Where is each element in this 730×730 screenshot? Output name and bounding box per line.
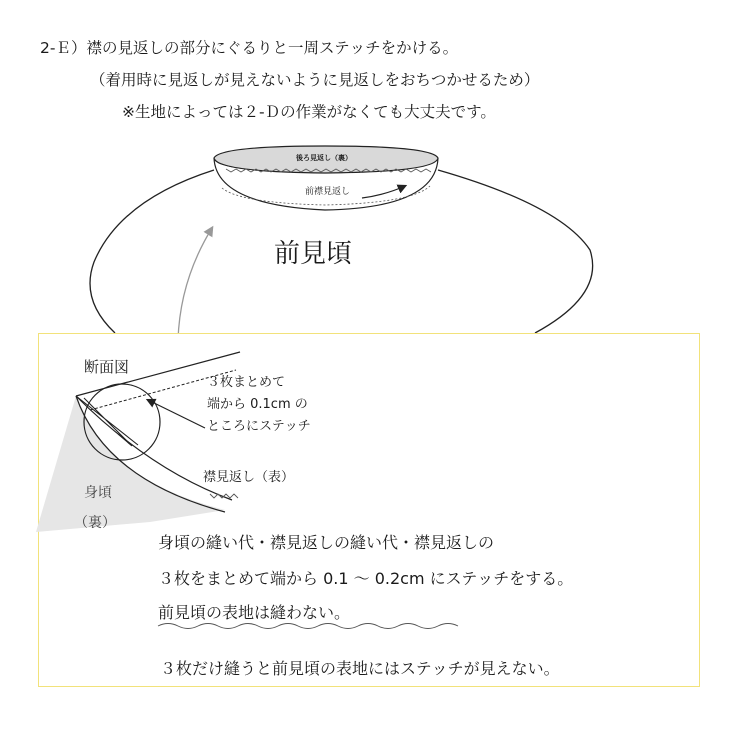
stitch-note (207, 372, 311, 438)
explanation-line1: 身頃の縫い代・襟見返しの縫い代・襟見返しの (158, 533, 495, 552)
front-facing-label: 前襟見返し (305, 187, 351, 197)
bodice-label-line1: 身頃 (84, 485, 112, 501)
reason-note: （着用時に見返しが見えないように見返しをおちつかせるため） (90, 71, 540, 89)
fabric-note: ※生地によっては２-Ｄの作業がなくても大丈夫です。 (122, 103, 496, 121)
stitch-pointer-arrow (148, 400, 205, 428)
step-instruction: 2-Ｅ）襟の見返しの部分にぐるりと一周ステッチをかける。 (40, 39, 459, 57)
bodice-label-line2: （裏） (74, 515, 116, 531)
explanation-line3: 前見頃の表地は縫わない。 (158, 603, 351, 622)
detail-circle (84, 384, 160, 460)
facing-label: 襟見返し（表） (203, 470, 295, 485)
bodice-cross-section (36, 396, 225, 532)
back-facing-label: 後ろ見返し（裏） (296, 154, 352, 162)
explanation-line4: ３枚だけ縫うと前見頃の表地にはステッチが見えない。 (160, 659, 560, 678)
cross-section-title: 断面図 (84, 358, 130, 376)
explanation-line2: ３枚をまとめて端から 0.1 ～ 0.2cm にステッチをする。 (158, 569, 574, 588)
stitch-note-line2: 端から 0.1cm の (207, 397, 308, 412)
wavy-underline (158, 624, 458, 629)
stitch-note-line1: ３枚まとめて (207, 375, 286, 390)
stitch-note-line3: ところにステッチ (207, 419, 311, 434)
front-bodice-label: 前見頃 (274, 239, 353, 269)
